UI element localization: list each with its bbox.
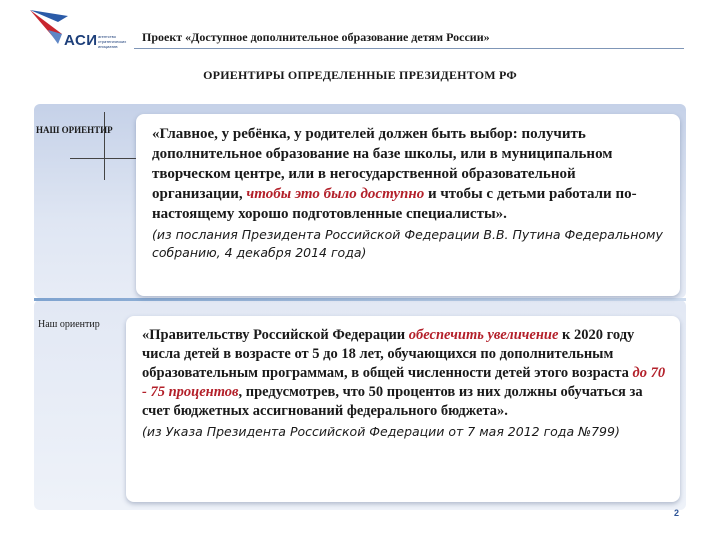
section2-quote-part2: к 2020 году числа детей в возрасте от 5 до 18 лет, обучающихся по дополнительным образовательным программам, в общей численности детей этого возраста bbox=[142, 327, 635, 381]
logo-text: АСИ bbox=[64, 32, 98, 49]
section1-quote-card bbox=[136, 114, 680, 296]
section1-quote-part1: «Главное, у ребёнка, у родителей должен быть выбор: получить дополнительное образование на базе школы, или в муниципальном творческом центре, или в негосударственной образовательной организации, bbox=[152, 126, 613, 202]
header-divider bbox=[134, 48, 684, 49]
cross-line-vertical bbox=[104, 112, 105, 180]
section2-quote-card bbox=[126, 316, 680, 502]
section2-quote bbox=[142, 326, 666, 421]
section2-label: Наш ориентир bbox=[38, 319, 100, 330]
section1-quote-highlight: чтобы это было доступно bbox=[246, 186, 425, 202]
page-number: 2 bbox=[674, 508, 680, 518]
section2-quote-highlight1: обеспечить увеличение bbox=[408, 327, 559, 343]
band-divider bbox=[34, 298, 686, 301]
section2-quote-highlight2: до 70 - 75 процентов bbox=[142, 365, 666, 400]
section1-source: (из послания Президента Российской Федерации В.В. Путина Федеральному собранию, 4 декабря 2014 года) bbox=[152, 227, 663, 260]
cross-line-horizontal bbox=[70, 158, 146, 159]
page-heading: ОРИЕНТИРЫ ОПРЕДЕЛЕННЫЕ ПРЕЗИДЕНТОМ РФ bbox=[203, 68, 517, 82]
section2-quote-part3: , предусмотрев, что 50 процентов из них должны обучаться за счет бюджетных ассигнований федерального бюджета». bbox=[142, 384, 643, 419]
header-title: Проект «Доступное дополнительное образование детям России» bbox=[142, 30, 490, 44]
section1-label: НАШ ОРИЕНТИР bbox=[36, 125, 113, 135]
logo-subtitle: агентство стратегических инициатив bbox=[98, 34, 127, 49]
section1-quote bbox=[152, 124, 666, 224]
section1-quote-part2: и чтобы с детьми работали по-настоящему хорошо подготовленные специалисты». bbox=[152, 186, 637, 222]
section2-quote-part1: «Правительству Российской Федерации bbox=[142, 327, 409, 343]
section2-source: (из Указа Президента Российской Федерации от 7 мая 2012 года №799) bbox=[142, 424, 620, 439]
